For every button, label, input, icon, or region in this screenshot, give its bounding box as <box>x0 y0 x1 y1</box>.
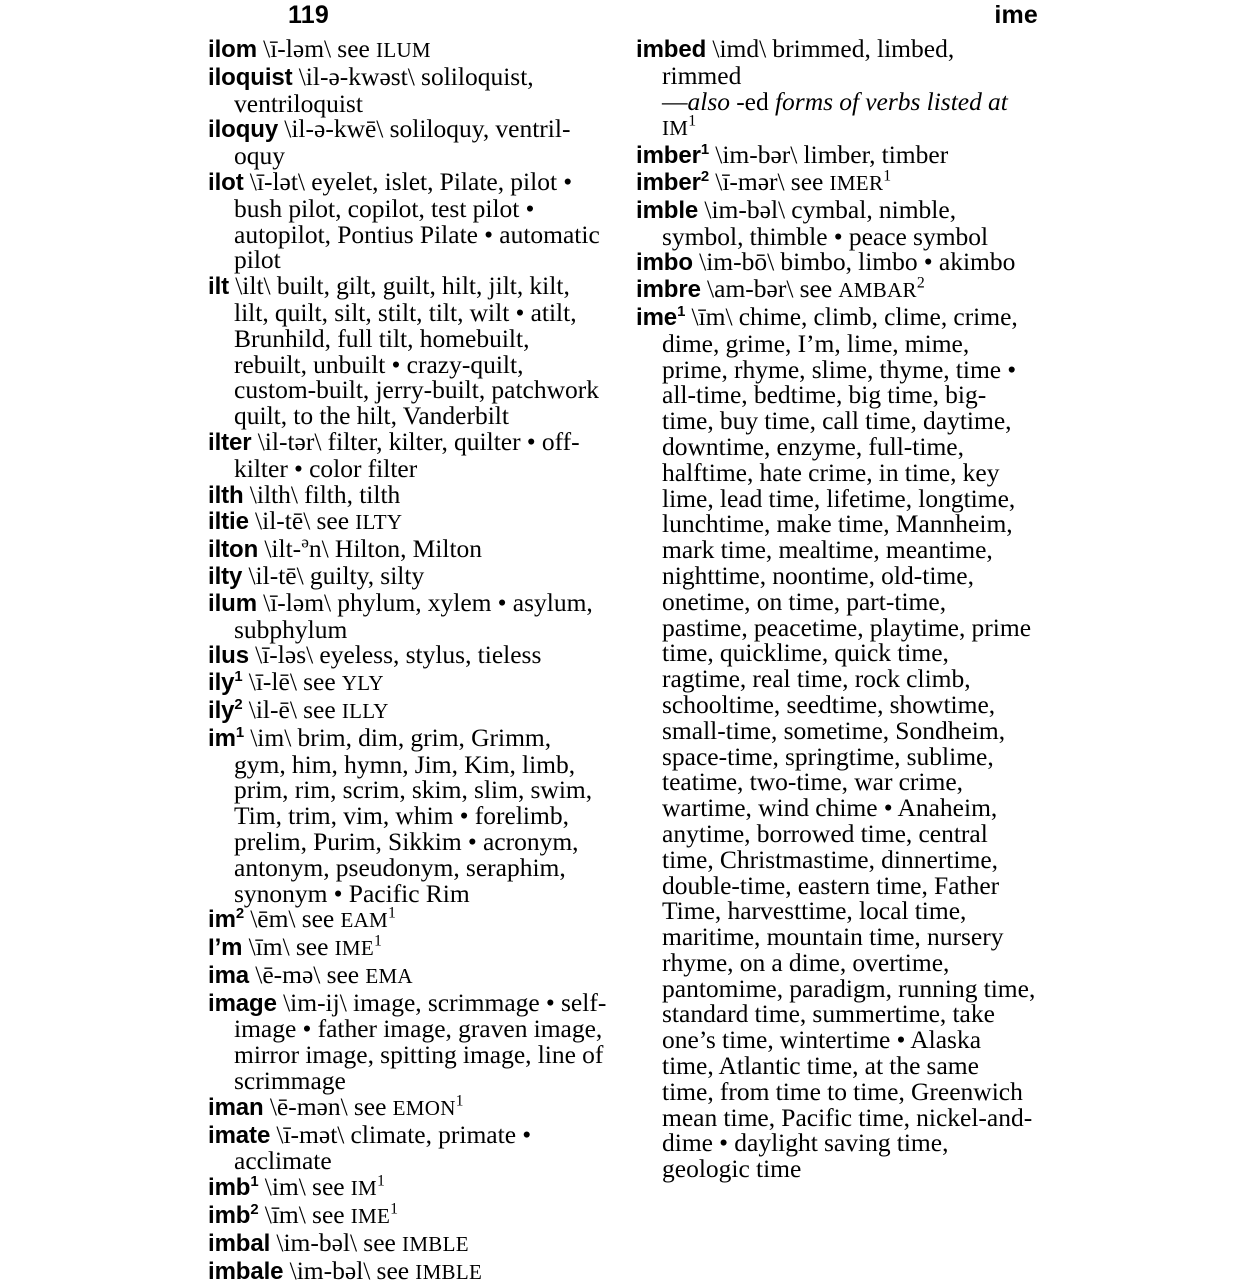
entry-rhyme-list: filth, tilth <box>297 479 401 509</box>
running-head <box>0 0 1245 34</box>
entry-pronunciation: \imd\ <box>712 34 767 63</box>
entry-pronunciation: \im-bəl\ <box>276 1227 358 1257</box>
entry-rhyme-list: cymbal, nimble, symbol, thimble • peace symbol <box>662 194 989 251</box>
entry-rhyme-list: Hilton, Milton <box>328 534 483 564</box>
entry-pronunciation: \ī-mər\ <box>715 166 785 196</box>
entry-rhyme-list: filter, kilter, quilter • off-kilter • color filter <box>234 426 580 483</box>
entry-pronunciation: \im-bər\ <box>715 140 798 170</box>
dictionary-entry <box>208 987 608 1096</box>
entry-headword[interactable]: iloquist <box>208 63 293 91</box>
homograph-number: 2 <box>700 168 710 185</box>
entry-pronunciation: \il-tē\ <box>255 506 311 536</box>
entry-headword[interactable]: ilt <box>208 273 230 301</box>
dictionary-entry <box>208 61 608 118</box>
dictionary-entry <box>208 36 608 64</box>
entry-rhyme-list: see EMON$^1$ <box>347 1091 464 1121</box>
column-left <box>208 36 608 1285</box>
entry-headword[interactable]: ilth <box>208 481 244 509</box>
entry-rhyme-list: see IME$^1$ <box>289 932 382 962</box>
entry-pronunciation: \ī-ləs\ <box>255 640 314 670</box>
entry-headword[interactable]: imber$^2$ <box>636 168 710 196</box>
entry-rhyme-list: see $IM^1$ <box>305 1172 385 1202</box>
entry-headword[interactable]: imbo <box>636 249 693 277</box>
entry-pronunciation: \ē-mən\ <box>269 1091 348 1121</box>
entry-pronunciation: \īm\ <box>248 932 290 962</box>
entry-rhyme-list: eyelet, islet, Pilate, pilot • bush pilot, copilot, test pilot • autopilot, Pontius Pilate • automatic pilot <box>234 166 600 275</box>
entry-rhyme-list: see IMBLE <box>357 1227 469 1257</box>
homograph-number: 1 <box>234 669 243 686</box>
entry-headword[interactable]: $im^1$ <box>208 724 244 752</box>
entry-headword[interactable]: I’m <box>208 934 243 962</box>
entry-headword[interactable]: ilty <box>208 562 243 590</box>
dictionary-entry <box>208 1255 608 1285</box>
dictionary-entry <box>208 273 608 429</box>
homograph-number: 2 <box>250 1202 259 1219</box>
entry-headword[interactable]: image <box>208 989 277 1017</box>
dictionary-entry <box>208 669 608 697</box>
entry-headword[interactable]: ime$^1$ <box>636 303 686 331</box>
dictionary-entry <box>208 166 608 275</box>
entry-rhyme-list: phylum, xylem • asylum, subphylum <box>234 587 593 644</box>
entry-pronunciation: \īm\ <box>264 1200 306 1230</box>
page-number: 119 <box>288 1 329 29</box>
entry-rhyme-list: see EMA <box>320 959 413 989</box>
entry-rhyme-list: see ILLY <box>296 694 389 724</box>
entry-pronunciation: \il-ə-kwəst\ <box>298 61 415 91</box>
entry-headword[interactable]: ilot <box>208 168 244 196</box>
entry-rhyme-list: brimmed, limbed, rimmed —also -ed forms of verbs listed at $IM^1$ <box>662 34 1008 141</box>
homograph-number: 1 <box>250 1174 259 1191</box>
entry-headword[interactable]: iman <box>208 1093 264 1121</box>
entry-rhyme-list: soliloquist, ventriloquist <box>234 61 534 118</box>
entry-headword[interactable]: imb$^1$ <box>208 1174 259 1202</box>
entry-pronunciation: \ilth\ <box>249 479 298 509</box>
entry-headword[interactable]: ilus <box>208 642 249 670</box>
dictionary-entry <box>636 249 1036 276</box>
entry-rhyme-list: see YLY <box>296 667 384 697</box>
dictionary-entry <box>208 1227 608 1258</box>
entry-headword[interactable]: ima <box>208 961 250 989</box>
entry-pronunciation: \ē-mə\ <box>255 959 321 989</box>
entry-headword[interactable]: imbale <box>208 1257 284 1285</box>
entry-rhyme-list: see IMER$^1$ <box>784 166 892 196</box>
entry-rhyme-list: climate, primate • acclimate <box>234 1119 532 1176</box>
entry-pronunciation: \ī-lē\ <box>248 667 297 697</box>
entry-headword[interactable]: imbre <box>636 276 701 304</box>
entry-headword[interactable]: imber$^1$ <box>636 142 710 170</box>
entry-headword[interactable]: ily$^1$ <box>208 669 243 697</box>
homograph-number: 1 <box>235 724 244 741</box>
dictionary-entry <box>208 426 608 483</box>
entry-pronunciation: \ilt\ <box>235 271 271 301</box>
entry-headword[interactable]: ilom <box>208 36 257 63</box>
entry-rhyme-list: chime, climb, clime, crime, dime, grime, I’m, lime, mime, prime, rhyme, slime, thyme, time • all-time, bedtime, big time, big-time, buy time, call time, daytime, downtime, enzyme, full-time, halftime, hate crime, in time, key lime, lead time, lifetime, longtime, lunchtime, make time, Mannheim, mark time, mealtime, meantime, nighttime, noontime, old-time, onetime, on time, part-time, pastime, peacetime, playtime, prime time, quicklime, quick time, ragtime, real time, rock climb, schooltime, seedtime, showtime, small-time, sometime, Sondheim, space-time, springtime, sublime, teatime, two-time, war crime, wartime, wind chime • Anaheim, anytime, borrowed time, central time, Christmastime, dinnertime, double-time, eastern time, Father Time, harvesttime, local time, maritime, mountain time, nursery rhyme, on a dime, overtime, pantomime, paradigm, running time, standard time, summertime, take one’s time, wintertime • Alaska time, Atlantic time, at the same time, from time to time, Greenwich mean time, Pacific time, nickel-and-dime • daylight saving time, geologic time <box>662 301 1036 1184</box>
dictionary-entry <box>636 194 1036 251</box>
entry-rhyme-list: see ILUM <box>331 34 431 63</box>
dictionary-entry <box>208 587 608 644</box>
entry-pronunciation: \il-tər\ <box>257 426 322 456</box>
homograph-number: 2 <box>234 696 243 713</box>
dictionary-entry <box>208 722 608 908</box>
entry-pronunciation: \im\ <box>264 1172 306 1202</box>
entry-headword[interactable]: ilter <box>208 428 252 456</box>
dictionary-entry <box>636 166 1036 197</box>
entry-rhyme-list: eyeless, stylus, tieless <box>313 640 542 670</box>
entry-pronunciation: \ī-mət\ <box>276 1119 345 1149</box>
entry-rhyme-list: see IMBLE <box>370 1255 483 1285</box>
entry-pronunciation: \im-bəl\ <box>289 1255 371 1285</box>
entry-rhyme-list: built, gilt, guilt, hilt, jilt, kilt, lilt, quilt, silt, stilt, tilt, wilt • atilt, Brunhild, full tilt, homebuilt, rebuilt, unbuilt • crazy-quilt, custom-built, jerry-built, patchwork quilt, to the hilt, Vanderbilt <box>234 271 600 431</box>
entry-pronunciation: \ilt-$^ə$n\ <box>264 532 329 564</box>
dictionary-entry <box>208 532 608 564</box>
entry-pronunciation: \il-ē\ <box>248 694 297 724</box>
entry-rhyme-list: brim, dim, grim, Grimm, gym, him, hymn, Jim, Kim, limb, prim, rim, scrim, skim, slim, swim, Tim, trim, vim, whim • forelimb, prelim, Purim, Sikkim • acronym, antonym, pseudonym, seraphim, synonym • Pacific Rim <box>234 722 593 908</box>
entry-rhyme-list: image, scrimmage • self-image • father image, graven image, mirror image, spitting image, line of scrimmage <box>234 987 607 1096</box>
dictionary-entry <box>208 1202 608 1230</box>
dictionary-entry <box>208 934 608 962</box>
entry-rhyme-list: bimbo, limbo • akimbo <box>774 247 1016 277</box>
column-right <box>636 36 1036 1182</box>
entry-headword[interactable]: imate <box>208 1121 271 1149</box>
entry-pronunciation: \ēm\ <box>250 904 296 934</box>
dictionary-entry <box>208 906 608 934</box>
homograph-number: 1 <box>677 303 686 320</box>
dictionary-entry <box>636 36 1036 142</box>
entry-pronunciation: \am-bər\ <box>707 274 794 304</box>
entry-headword[interactable]: imble <box>636 196 699 224</box>
entry-rhyme-list: guilty, silty <box>303 560 425 590</box>
entry-headword[interactable]: imbal <box>208 1229 271 1257</box>
entry-headword[interactable]: ilum <box>208 589 257 617</box>
entry-headword[interactable]: ily$^2$ <box>208 696 243 724</box>
dictionary-entry <box>208 116 608 169</box>
dictionary-entry <box>636 301 1036 1184</box>
dictionary-entry <box>208 508 608 536</box>
entry-rhyme-list: limber, timber <box>797 140 949 170</box>
entry-rhyme-list: see IME$^1$ <box>305 1200 399 1230</box>
entry-headword[interactable]: imb$^2$ <box>208 1202 259 1230</box>
entry-headword[interactable]: iloquy <box>208 116 279 144</box>
entry-headword[interactable]: iltie <box>208 508 249 536</box>
dictionary-entry <box>636 276 1036 304</box>
dictionary-entry <box>636 142 1036 169</box>
entry-pronunciation: \im-bō\ <box>699 247 775 277</box>
entry-pronunciation: \il-ə-kwē\ <box>284 114 384 144</box>
dictionary-entry <box>208 959 608 990</box>
entry-pronunciation: \im\ <box>250 722 292 752</box>
entry-pronunciation: \il-tē\ <box>248 560 304 590</box>
entry-rhyme-list: see AMBAR$^2$ <box>793 274 925 304</box>
entry-headword[interactable]: $im^2$ <box>208 906 244 934</box>
entry-headword[interactable]: ilton <box>208 536 259 564</box>
entry-pronunciation: \im-bəl\ <box>704 194 786 224</box>
dictionary-entry <box>208 694 608 725</box>
guide-word: ime <box>994 1 1038 29</box>
entry-pronunciation: \īm\ <box>691 301 733 331</box>
dictionary-entry <box>208 1091 608 1122</box>
entry-headword[interactable]: imbed <box>636 36 707 63</box>
entry-rhyme-list: see ILTY <box>310 506 403 536</box>
dictionary-entry <box>208 479 608 509</box>
entry-rhyme-list: see EAM$^1$ <box>295 904 396 934</box>
entry-pronunciation: \ī-ləm\ <box>263 587 332 617</box>
entry-pronunciation: \im-ij\ <box>283 987 347 1017</box>
dictionary-entry <box>208 1174 608 1202</box>
dictionary-entry <box>208 560 608 590</box>
entry-pronunciation: \ī-lət\ <box>249 166 306 196</box>
dictionary-entry <box>208 642 608 669</box>
homograph-number: 1 <box>700 142 710 159</box>
entry-pronunciation: \ī-ləm\ <box>263 34 332 63</box>
dictionary-entry <box>208 1119 608 1176</box>
entry-rhyme-list: soliloquy, ventril-oquy <box>234 114 571 171</box>
homograph-number: 2 <box>235 906 244 923</box>
